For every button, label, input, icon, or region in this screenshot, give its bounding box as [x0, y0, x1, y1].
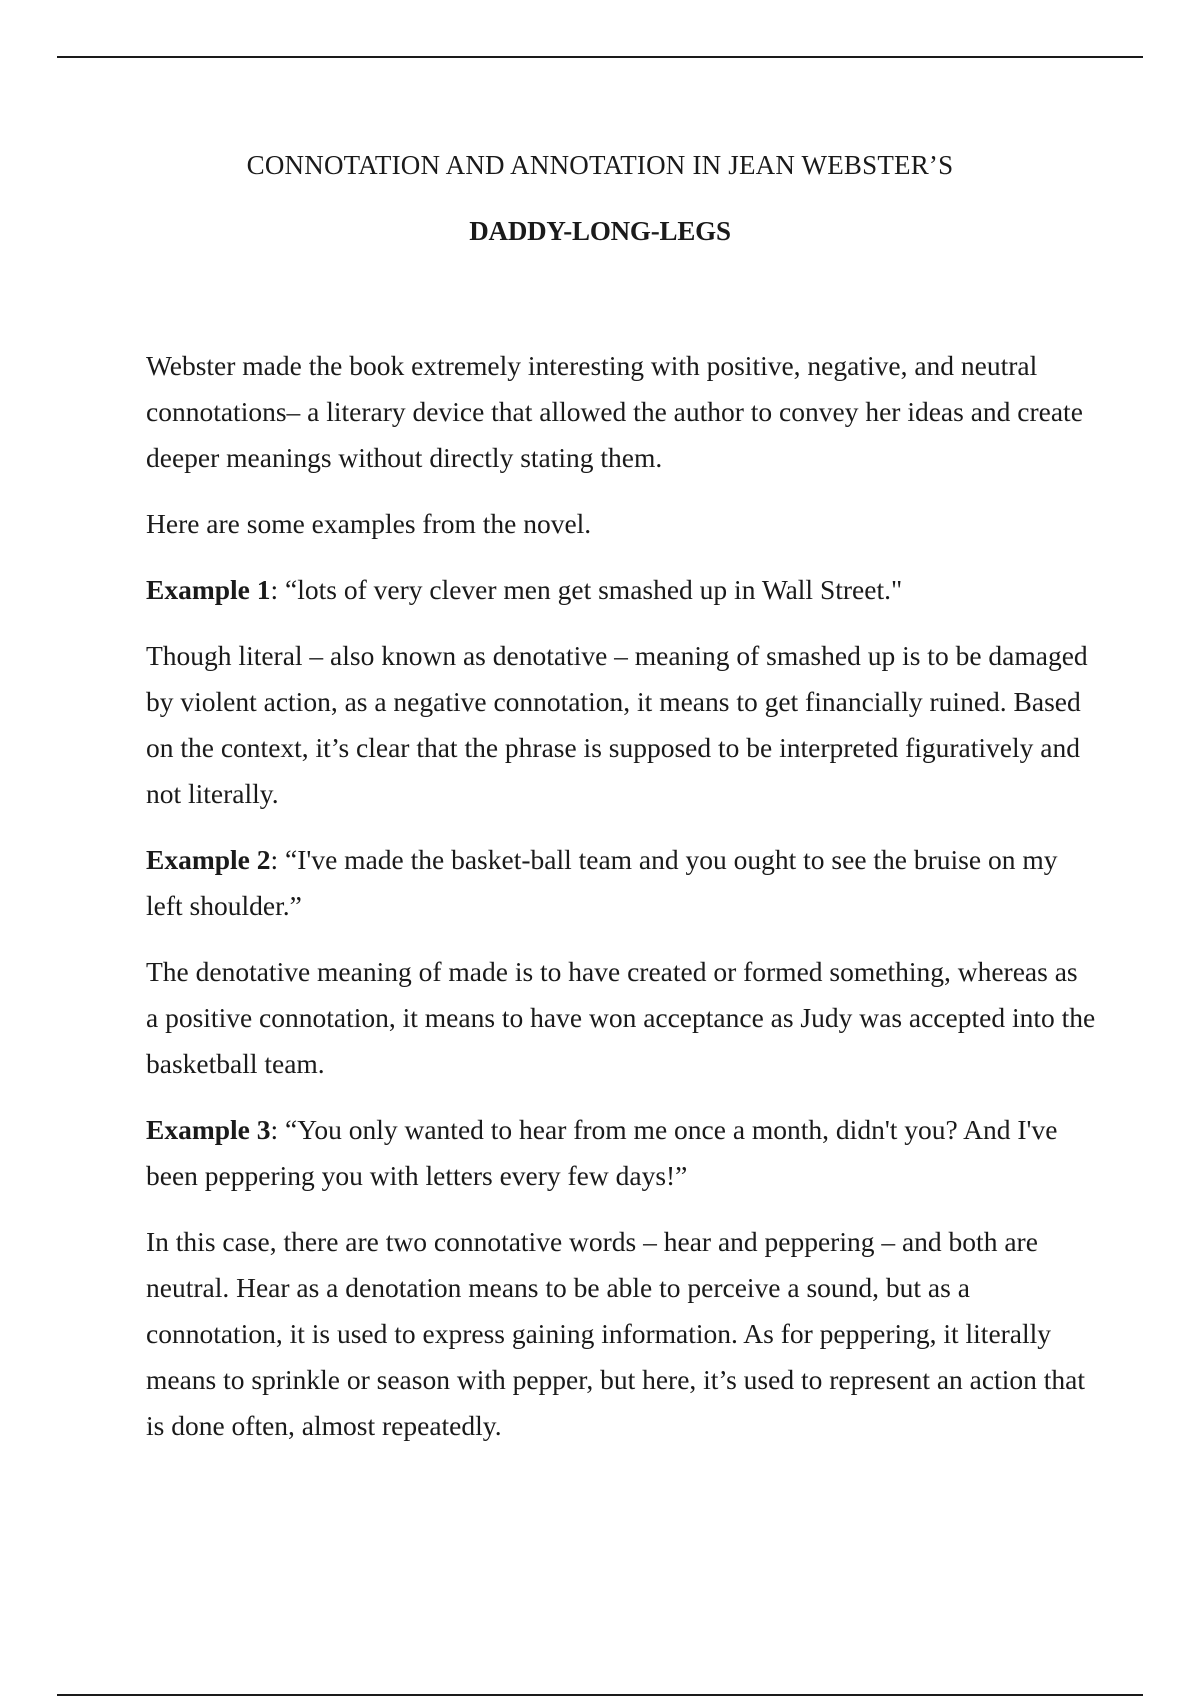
example-1-explanation: Though literal – also known as denotative – meaning of smashed up is to be damaged by violent action, as a negative connotation, it means to get financially ruined. Based on the context, it’s clear that the phrase is supposed to be interpreted figuratively and not literally. — [146, 640, 1088, 809]
title-line-1: CONNOTATION AND ANNOTATION IN JEAN WEBSTER’S — [246, 150, 954, 180]
lead-in-paragraph: Here are some examples from the novel. — [146, 508, 592, 539]
example-3-quote — [146, 1107, 1096, 1199]
example-1-label: Example 1 — [146, 574, 271, 605]
example-1-quote-text: : “lots of very clever men get smashed up in Wall Street." — [270, 574, 903, 605]
example-2-quote — [146, 837, 1096, 929]
example-2-explanation: The denotative meaning of made is to have created or formed something, whereas as a positive connotation, it means to have won acceptance as Judy was accepted into the basketball team. — [146, 956, 1096, 1079]
intro-paragraph: Webster made the book extremely interesting with positive, negative, and neutral connotations– a literary device that allowed the author to convey her ideas and create deeper meanings without directly stating them. — [146, 350, 1083, 473]
top-rule — [57, 56, 1143, 58]
title-line-2: DADDY-LONG-LEGS — [469, 216, 731, 246]
bottom-rule — [57, 1694, 1143, 1696]
example-3-quote-text: : “You only wanted to hear from me once a month, didn't you? And I've been peppering you with letters every few days!” — [146, 1114, 1058, 1191]
example-2-quote-text: : “I've made the basket-ball team and you ought to see the bruise on my left shoulder.” — [146, 844, 1058, 921]
example-1-quote — [146, 567, 1096, 613]
document-body — [146, 343, 1096, 1469]
example-3-label: Example 3 — [146, 1114, 271, 1145]
example-3-explanation: In this case, there are two connotative words – hear and peppering – and both are neutral. Hear as a denotation means to be able to perceive a sound, but as a connotation, it is used to express gaining information. As for peppering, it literally means to sprinkle or season with pepper, but here, it’s used to represent an action that is done often, almost repeatedly. — [146, 1226, 1085, 1441]
example-2-label: Example 2 — [146, 844, 271, 875]
